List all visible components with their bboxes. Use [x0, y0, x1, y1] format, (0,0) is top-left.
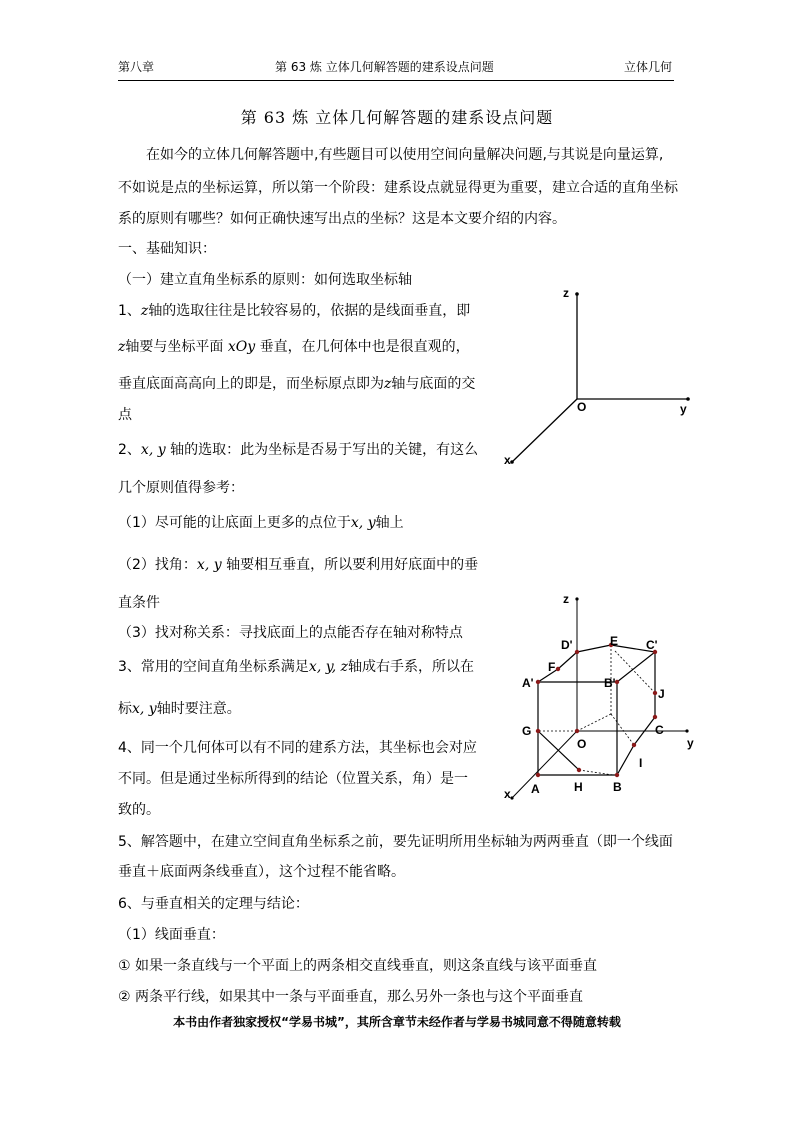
- item4-line-3: 致的。: [118, 802, 160, 818]
- header-subject: 立体几何: [624, 60, 673, 74]
- item3-text-a: 3、常用的空间直角坐标系满足: [118, 659, 309, 675]
- theorem-1: ① 如果一条直线与一个平面上的两条相交直线垂直，则这条直线与该平面垂直: [118, 958, 597, 974]
- vertex-label-a: A: [531, 782, 540, 796]
- var-z: z: [140, 303, 149, 319]
- page-title: 第 63 炼 立体几何解答题的建系设点问题: [240, 108, 554, 127]
- axis-end-dot: [685, 729, 688, 732]
- vertex-label-b-prime: B': [604, 676, 616, 690]
- item5-line-2: 垂直＋底面两条线垂直），这个过程不能省略。: [118, 864, 405, 880]
- item2-line-1: [118, 440, 478, 460]
- rule-3: （3）找对称关系：寻找底面上的点能否存在轴对称特点: [118, 625, 463, 641]
- axis-end-dot: [510, 460, 514, 464]
- intro-line-2: 不如说是点的坐标运算，所以第一个阶段：建系设点就显得更为重要，建立合适的直角坐标: [118, 180, 678, 196]
- item3-text-c: 标: [118, 701, 132, 717]
- rule-2: [118, 555, 478, 575]
- vertex-label-d-prime: D': [561, 638, 573, 652]
- y-label: y: [687, 736, 694, 750]
- vertex-label-b: B: [613, 780, 622, 794]
- rule2-text-post: 轴要相互垂直，所以要利用好底面中的垂: [226, 557, 479, 573]
- axis-end-dot: [686, 397, 690, 401]
- footer-copyright: 本书由作者独家授权“学易书城”，其所含章节未经作者与学易书城同意不得随意转载: [173, 1015, 621, 1029]
- item1-text-a: 轴的选取往往是比较容易的，依据的是线面垂直，即: [148, 303, 471, 319]
- subsection-heading: （一）建立直角坐标系的原则：如何选取坐标轴: [118, 272, 412, 288]
- origin-label: O: [577, 737, 587, 751]
- x-axis: [512, 399, 577, 462]
- rule-1: [118, 513, 404, 533]
- item3-line-2: [118, 699, 241, 719]
- origin-label: O: [577, 400, 587, 414]
- item4-line-1: 4、同一个几何体可以有不同的建系方法，其坐标也会对应: [118, 740, 477, 756]
- vertex-label-f: F: [548, 660, 556, 674]
- theorem-2: ② 两条平行线，如果其中一条与平面垂直，那么另外一条也与这个平面垂直: [118, 989, 583, 1005]
- rule-2-continued: 直条件: [118, 595, 160, 611]
- header-lesson: 第 63 炼 立体几何解答题的建系设点问题: [275, 60, 494, 74]
- item5-line-1: 5、解答题中，在建立空间直角坐标系之前，要先证明所用坐标轴为两两垂直（即一个线面: [118, 834, 673, 850]
- item1-text-b: 轴要与坐标平面: [125, 339, 224, 355]
- vertex-label-g: G: [522, 724, 532, 738]
- item1-line-1: [118, 301, 470, 321]
- hidden-edges: [538, 645, 655, 775]
- x-axis: [512, 731, 577, 798]
- axes-figure: [500, 282, 700, 472]
- vertex-label-i: I: [639, 756, 643, 770]
- var-xy: x, y: [350, 515, 376, 531]
- vertex-label-j: J: [658, 687, 665, 701]
- var-xy: x, y: [132, 701, 157, 717]
- item1-text-c: 垂直底面高高向上的即是，而坐标原点即为: [118, 376, 384, 392]
- item1-text-b2: 垂直，在几何体中也是很直观的，: [259, 339, 470, 355]
- item1-number: 1、: [118, 303, 141, 319]
- intro-line-1: 在如今的立体几何解答题中,有些题目可以使用空间向量解决问题,与其说是向量运算,: [146, 147, 664, 163]
- var-xyz: x, y, z: [308, 659, 349, 675]
- x-label: x: [504, 453, 511, 467]
- item6-heading: 6、与垂直相关的定理与结论：: [118, 896, 309, 912]
- visible-edges: [538, 645, 655, 775]
- axis-end-dot: [510, 796, 513, 799]
- section-heading: 一、基础知识：: [118, 241, 216, 257]
- vertex-label-h: H: [574, 780, 583, 794]
- item3-text-d: 轴时要注意。: [156, 701, 241, 717]
- item3-text-b: 轴成右手系，所以在: [348, 659, 475, 675]
- z-label: z: [563, 286, 569, 300]
- intro-line-3: 系的原则有哪些？如何正确快速写出点的坐标？这是本文要介绍的内容。: [118, 211, 566, 227]
- item3-line-1: [118, 657, 474, 677]
- x-label: x: [504, 787, 511, 801]
- var-xy: x, y: [196, 557, 222, 573]
- truncated-cube-figure: [500, 585, 710, 805]
- item1-line-4: 点: [118, 407, 132, 423]
- y-label: y: [680, 402, 687, 416]
- item2-line-2: 几个原则值得参考：: [118, 480, 244, 496]
- vertex-label-a-prime: A': [522, 676, 534, 690]
- var-z: z: [118, 339, 126, 355]
- vertex-label-e: E: [610, 634, 619, 648]
- rule1-text-post: 轴上: [375, 515, 404, 531]
- item6-sub-heading: （1）线面垂直：: [118, 927, 225, 943]
- header-rule: [118, 80, 674, 81]
- header-chapter: 第八章: [118, 60, 155, 74]
- var-xy: x, y: [140, 442, 166, 458]
- item2-number: 2、: [118, 442, 141, 458]
- axis-end-dot: [575, 597, 578, 600]
- item1-line-2: [118, 337, 470, 357]
- z-label: z: [563, 592, 569, 606]
- axis-end-dot: [575, 292, 579, 296]
- vertex-label-c-prime: C': [646, 638, 658, 652]
- var-z: z: [384, 376, 392, 392]
- rule2-text: （2）找角：: [118, 557, 197, 573]
- item1-line-3: [118, 374, 475, 394]
- rule1-text: （1）尽可能的让底面上更多的点位于: [118, 515, 351, 531]
- item4-line-2: 不同。但是通过坐标所得到的结论（位置关系，角）是一: [118, 771, 468, 787]
- plane-xoy: xOy: [227, 339, 256, 355]
- item2-text-a: 轴的选取：此为坐标是否易于写出的关键，有这么: [170, 442, 479, 458]
- vertex-label-c: C: [655, 723, 664, 737]
- item1-text-c2: 轴与底面的交: [391, 376, 476, 392]
